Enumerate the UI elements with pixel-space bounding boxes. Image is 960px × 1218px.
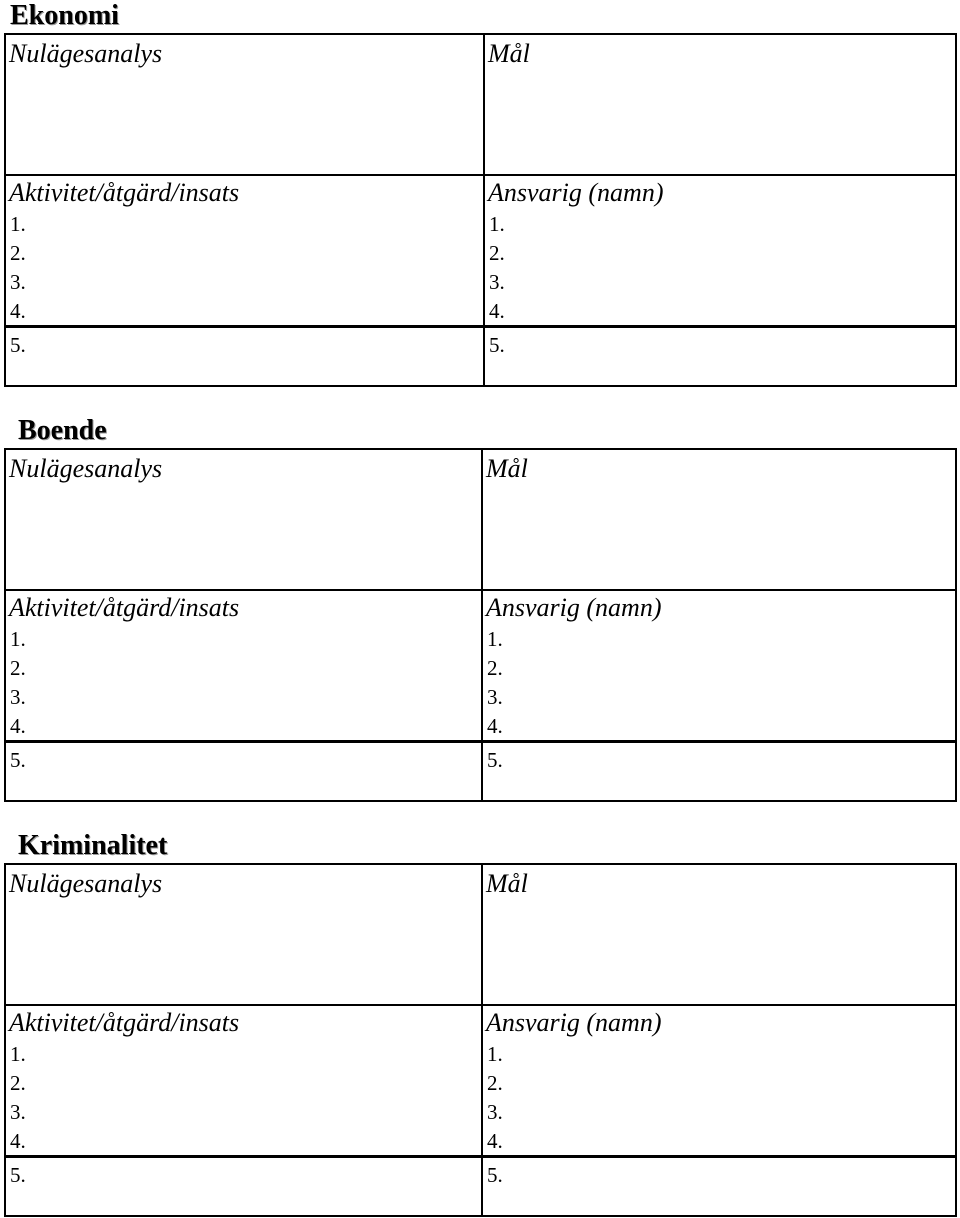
responsible-item-2: 2. <box>487 1071 503 1095</box>
responsible-label: Ansvarig (namn) <box>486 1008 662 1037</box>
activity-label: Aktivitet/åtgärd/insats <box>9 1008 240 1037</box>
responsible-item-4: 4. <box>487 1129 503 1153</box>
responsible-item-1: 1. <box>487 1042 503 1066</box>
responsible-item-5: 5. <box>487 748 503 772</box>
activity-item-2: 2. <box>10 656 26 680</box>
section-kriminalitet <box>0 830 960 1218</box>
current-situation-cell[interactable] <box>6 450 481 589</box>
plan-table <box>4 33 957 387</box>
activity-item-4: 4. <box>10 299 26 323</box>
current-situation-cell[interactable] <box>6 35 483 174</box>
activity-item-2: 2. <box>10 1071 26 1095</box>
section-ekonomi <box>0 0 960 390</box>
activity-item-1: 1. <box>10 627 26 651</box>
current-situation-label: Nulägesanalys <box>9 39 163 68</box>
activity-item-1: 1. <box>10 212 26 236</box>
responsible-cell[interactable] <box>485 176 957 385</box>
responsible-label: Ansvarig (namn) <box>488 178 664 207</box>
responsible-item-1: 1. <box>487 627 503 651</box>
responsible-item-4: 4. <box>489 299 505 323</box>
activity-label: Aktivitet/åtgärd/insats <box>9 178 240 207</box>
activity-item-3: 3. <box>10 270 26 294</box>
goal-cell[interactable] <box>483 865 957 1004</box>
activity-item-4: 4. <box>10 714 26 738</box>
responsible-item-5: 5. <box>487 1163 503 1187</box>
activity-cell[interactable] <box>6 591 481 800</box>
goal-cell[interactable] <box>485 35 957 174</box>
activity-item-1: 1. <box>10 1042 26 1066</box>
responsible-item-2: 2. <box>489 241 505 265</box>
goal-label: Mål <box>488 39 530 68</box>
section-heading: Boende <box>18 415 107 446</box>
activity-item-4: 4. <box>10 1129 26 1153</box>
responsible-item-3: 3. <box>487 1100 503 1124</box>
goal-label: Mål <box>486 869 528 898</box>
plan-table <box>4 863 957 1217</box>
goal-label: Mål <box>486 454 528 483</box>
activity-item-5: 5. <box>10 1163 26 1187</box>
activity-item-3: 3. <box>10 1100 26 1124</box>
responsible-item-1: 1. <box>489 212 505 236</box>
section-heading: Kriminalitet <box>18 830 168 861</box>
activity-cell[interactable] <box>6 176 483 385</box>
responsible-item-3: 3. <box>489 270 505 294</box>
responsible-cell[interactable] <box>483 591 957 800</box>
goal-cell[interactable] <box>483 450 957 589</box>
current-situation-label: Nulägesanalys <box>9 869 163 898</box>
plan-table <box>4 448 957 802</box>
activity-item-2: 2. <box>10 241 26 265</box>
responsible-cell[interactable] <box>483 1006 957 1215</box>
current-situation-label: Nulägesanalys <box>9 454 163 483</box>
activity-item-5: 5. <box>10 333 26 357</box>
section-boende <box>0 415 960 805</box>
activity-item-5: 5. <box>10 748 26 772</box>
responsible-item-3: 3. <box>487 685 503 709</box>
responsible-item-2: 2. <box>487 656 503 680</box>
activity-cell[interactable] <box>6 1006 481 1215</box>
section-heading: Ekonomi <box>10 0 119 31</box>
responsible-item-4: 4. <box>487 714 503 738</box>
activity-label: Aktivitet/åtgärd/insats <box>9 593 240 622</box>
responsible-label: Ansvarig (namn) <box>486 593 662 622</box>
current-situation-cell[interactable] <box>6 865 481 1004</box>
activity-item-3: 3. <box>10 685 26 709</box>
responsible-item-5: 5. <box>489 333 505 357</box>
